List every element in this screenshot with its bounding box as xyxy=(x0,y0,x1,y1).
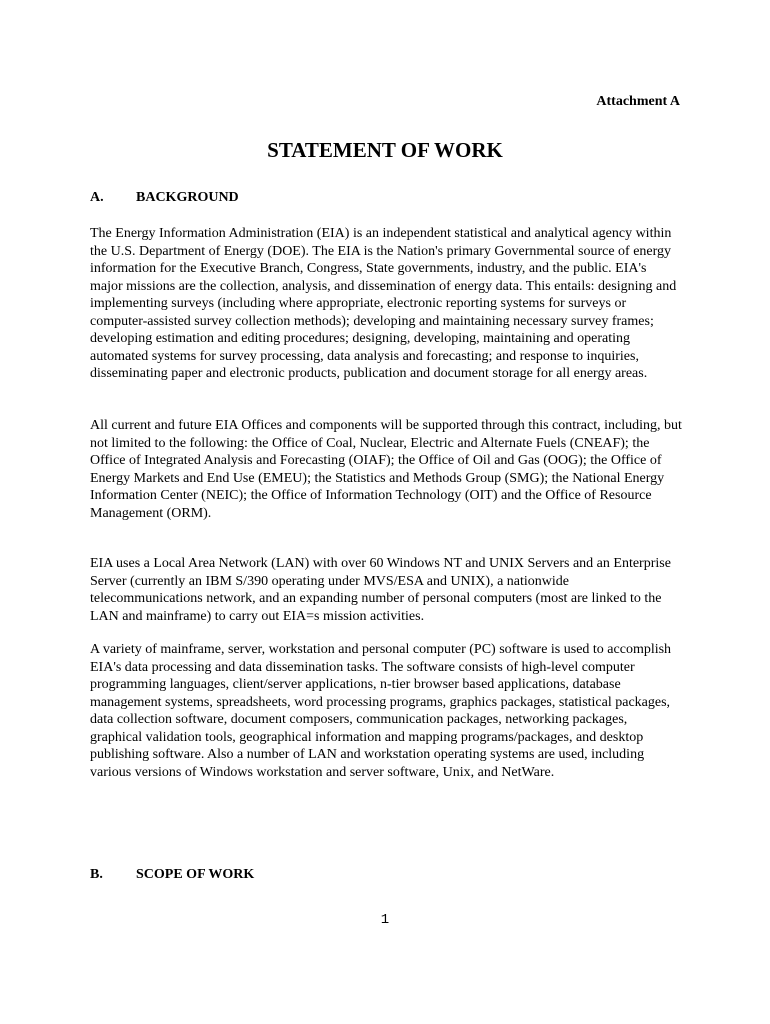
paragraph-offices: All current and future EIA Offices and components will be supported through this contract, including, but not limited to the following: the Office of Coal, Nuclear, Electric and Alternate Fuels (CNEAF); the Office of Integrated Analysis and Forecasting (OIAF); the Office of Oil and Gas (OOG); the Office of Energy Markets and End Use (EMEU); the Statistics and Methods Group (SMG); the National Energy Information Center (NEIC); the Office of Information Technology (OIT) and the Office of Resource Management (ORM). xyxy=(90,418,682,521)
section-heading-scope xyxy=(90,867,254,883)
attachment-label: Attachment A xyxy=(596,94,680,109)
section-title: BACKGROUND xyxy=(136,190,239,205)
paragraph-background: The Energy Information Administration (EIA) is an independent statistical and analytical agency within the U.S. Department of Energy (DOE). The EIA is the Nation's primary Governmental source of energy information for the Executive Branch, Congress, State governments, industry, and the public. EIA's major missions are the collection, analysis, and dissemination of energy data. This entails: designing and implementing surveys (including where appropriate, electronic reporting systems for surveys or computer-assisted survey collection methods); developing and maintaining necessary survey frames; developing estimation and editing procedures; designing, developing, maintaining and operating automated systems for survey processing, data analysis and forecasting; and response to inquiries, disseminating paper and electronic products, publication and document storage for all energy areas. xyxy=(90,226,677,381)
paragraph-software: A variety of mainframe, server, workstation and personal computer (PC) software is used to accomplish EIA's data processing and data dissemination tasks. The software consists of high-level computer programming languages, client/server applications, n-tier browser based applications, database management systems, spreadsheets, word processing programs, graphics packages, statistical packages, data collection software, document composers, communication packages, networking packages, graphical validation tools, geographical information and mapping programs/packages, and desktop publishing software. Also a number of LAN and workstation operating systems are used, including various versions of Windows workstation and server software, Unix, and NetWare. xyxy=(90,642,672,780)
section-title: SCOPE OF WORK xyxy=(136,867,255,882)
section-heading-background xyxy=(90,190,239,206)
paragraph-network: EIA uses a Local Area Network (LAN) with over 60 Windows NT and UNIX Servers and an Enterprise Server (currently an IBM S/390 operating under MVS/ESA and UNIX), a nationwide telecommunications network, and an expanding number of personal computers (most are linked to the LAN and mainframe) to carry out EIA=s mission activities. xyxy=(90,556,671,624)
section-letter: A. xyxy=(90,190,104,205)
section-letter: B. xyxy=(90,867,103,882)
page-title: STATEMENT OF WORK xyxy=(267,138,503,162)
page-number: 1 xyxy=(380,912,390,928)
